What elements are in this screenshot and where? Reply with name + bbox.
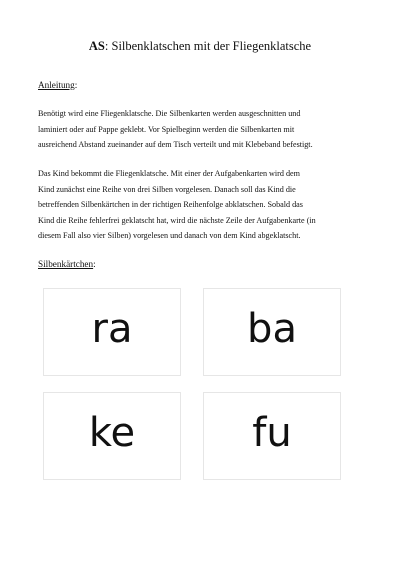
cards-heading	[38, 258, 96, 270]
paragraph-line: laminiert oder auf Pappe geklebt. Vor Spielbeginn werden die Silbenkarten mit	[38, 124, 295, 134]
cards-heading-colon: :	[93, 259, 96, 269]
syllable-card-ba	[203, 288, 341, 376]
instructions-paragraph-2	[38, 166, 370, 244]
instructions-heading-label: Anleitung	[38, 80, 75, 90]
title-bold-prefix: AS	[88, 39, 105, 53]
syllable-card-text: fu	[252, 410, 292, 456]
paragraph-line: Kind zunächst eine Reihe von drei Silben vorgelesen. Danach soll das Kind die	[38, 184, 296, 194]
document-title	[0, 38, 400, 54]
syllable-card-text: ba	[247, 306, 297, 352]
title-text: : Silbenklatschen mit der Fliegenklatsche	[104, 39, 312, 53]
syllable-card-text: ke	[88, 410, 136, 456]
instructions-heading	[38, 79, 77, 91]
syllable-card-fu	[203, 392, 341, 480]
cards-heading-label: Silbenkärtchen	[38, 259, 94, 269]
paragraph-line: ausreichend Abstand zueinander auf dem Tisch verteilt und mit Klebeband befestigt.	[38, 140, 313, 150]
paragraph-line: Kind die Reihe fehlerfrei geklatscht hat, wird die nächste Zeile der Aufgabenkarte (in	[38, 215, 316, 225]
syllable-card-ra	[43, 288, 181, 376]
instructions-heading-colon: :	[74, 80, 78, 90]
paragraph-line: betreffenden Silbenkärtchen in der richtigen Reihenfolge abklatschen. Sobald das	[38, 200, 303, 210]
syllable-card-text: ra	[91, 306, 133, 352]
paragraph-line: Benötigt wird eine Fliegenklatsche. Die Silbenkarten werden ausgeschnitten und	[38, 109, 301, 118]
instructions-paragraph-1	[38, 106, 370, 153]
paragraph-line: Das Kind bekommt die Fliegenklatsche. Mit einer der Aufgabenkarten wird dem	[38, 169, 300, 178]
syllable-card-ke	[43, 392, 181, 480]
paragraph-line: diesem Fall also vier Silben) vorgelesen und danach von dem Kind abgeklatscht.	[38, 231, 301, 241]
